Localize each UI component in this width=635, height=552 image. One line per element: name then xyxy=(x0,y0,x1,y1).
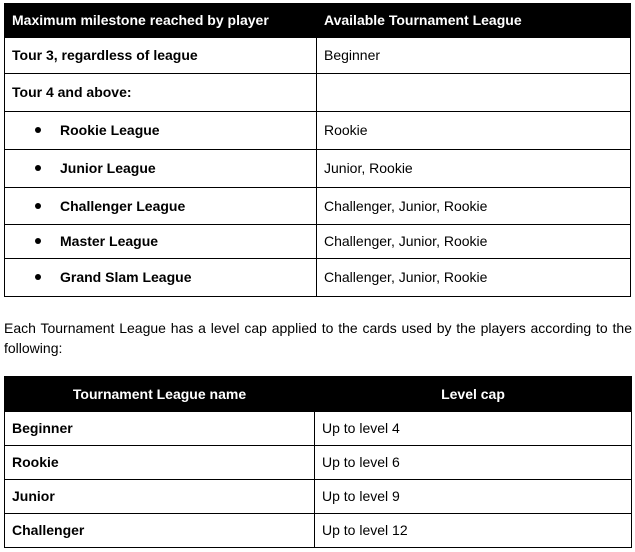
league-name-cell: Junior xyxy=(5,480,315,514)
table-row xyxy=(5,480,632,514)
milestone-label: Rookie League xyxy=(60,122,160,138)
league-name-cell: Beginner xyxy=(5,412,315,446)
bullet-icon xyxy=(35,198,60,215)
level-cap-table xyxy=(4,376,632,548)
table-row xyxy=(5,38,631,74)
level-cap-cell: Up to level 12 xyxy=(315,514,632,548)
level-cap-cell: Up to level 6 xyxy=(315,446,632,480)
column-header-level-cap: Level cap xyxy=(315,377,632,412)
column-header-league-name: Tournament League name xyxy=(5,377,315,412)
league-cell: Junior, Rookie xyxy=(317,150,631,188)
table-row xyxy=(5,412,632,446)
league-name-cell: Rookie xyxy=(5,446,315,480)
bullet-icon xyxy=(35,233,60,250)
milestone-cell xyxy=(5,259,317,297)
milestone-label: Challenger League xyxy=(60,197,186,214)
milestone-cell xyxy=(5,150,317,188)
league-cell: Beginner xyxy=(317,38,631,74)
level-cap-cell: Up to level 4 xyxy=(315,412,632,446)
table-row xyxy=(5,514,632,548)
milestone-label: Grand Slam League xyxy=(60,269,192,285)
table-row xyxy=(5,112,631,150)
table-row xyxy=(5,225,631,259)
bullet-icon xyxy=(35,122,60,139)
league-cell: Challenger, Junior, Rookie xyxy=(317,225,631,259)
table-row xyxy=(5,74,631,112)
league-name-cell: Challenger xyxy=(5,514,315,548)
table-header-row xyxy=(5,4,631,38)
column-header-available-league: Available Tournament League xyxy=(317,4,631,38)
milestone-cell: Tour 4 and above: xyxy=(5,74,317,112)
level-cap-description: Each Tournament League has a level cap applied to the cards used by the players according to the following: xyxy=(4,320,632,356)
table-row xyxy=(5,150,631,188)
league-cell: Challenger, Junior, Rookie xyxy=(317,188,631,225)
milestone-cell: Tour 3, regardless of league xyxy=(5,38,317,74)
column-header-milestone: Maximum milestone reached by player xyxy=(5,4,317,38)
table-row xyxy=(5,259,631,297)
bullet-icon xyxy=(35,160,60,177)
milestone-label: Junior League xyxy=(60,160,156,176)
milestone-cell xyxy=(5,188,317,225)
table-row xyxy=(5,188,631,225)
milestone-cell xyxy=(5,225,317,259)
milestone-cell xyxy=(5,112,317,150)
league-cell xyxy=(317,74,631,112)
league-cell: Challenger, Junior, Rookie xyxy=(317,259,631,297)
table-row xyxy=(5,446,632,480)
level-cap-cell: Up to level 9 xyxy=(315,480,632,514)
milestone-label: Master League xyxy=(60,233,159,249)
milestone-table xyxy=(4,3,631,297)
table-header-row xyxy=(5,377,632,412)
bullet-icon xyxy=(35,269,60,286)
league-cell: Rookie xyxy=(317,112,631,150)
